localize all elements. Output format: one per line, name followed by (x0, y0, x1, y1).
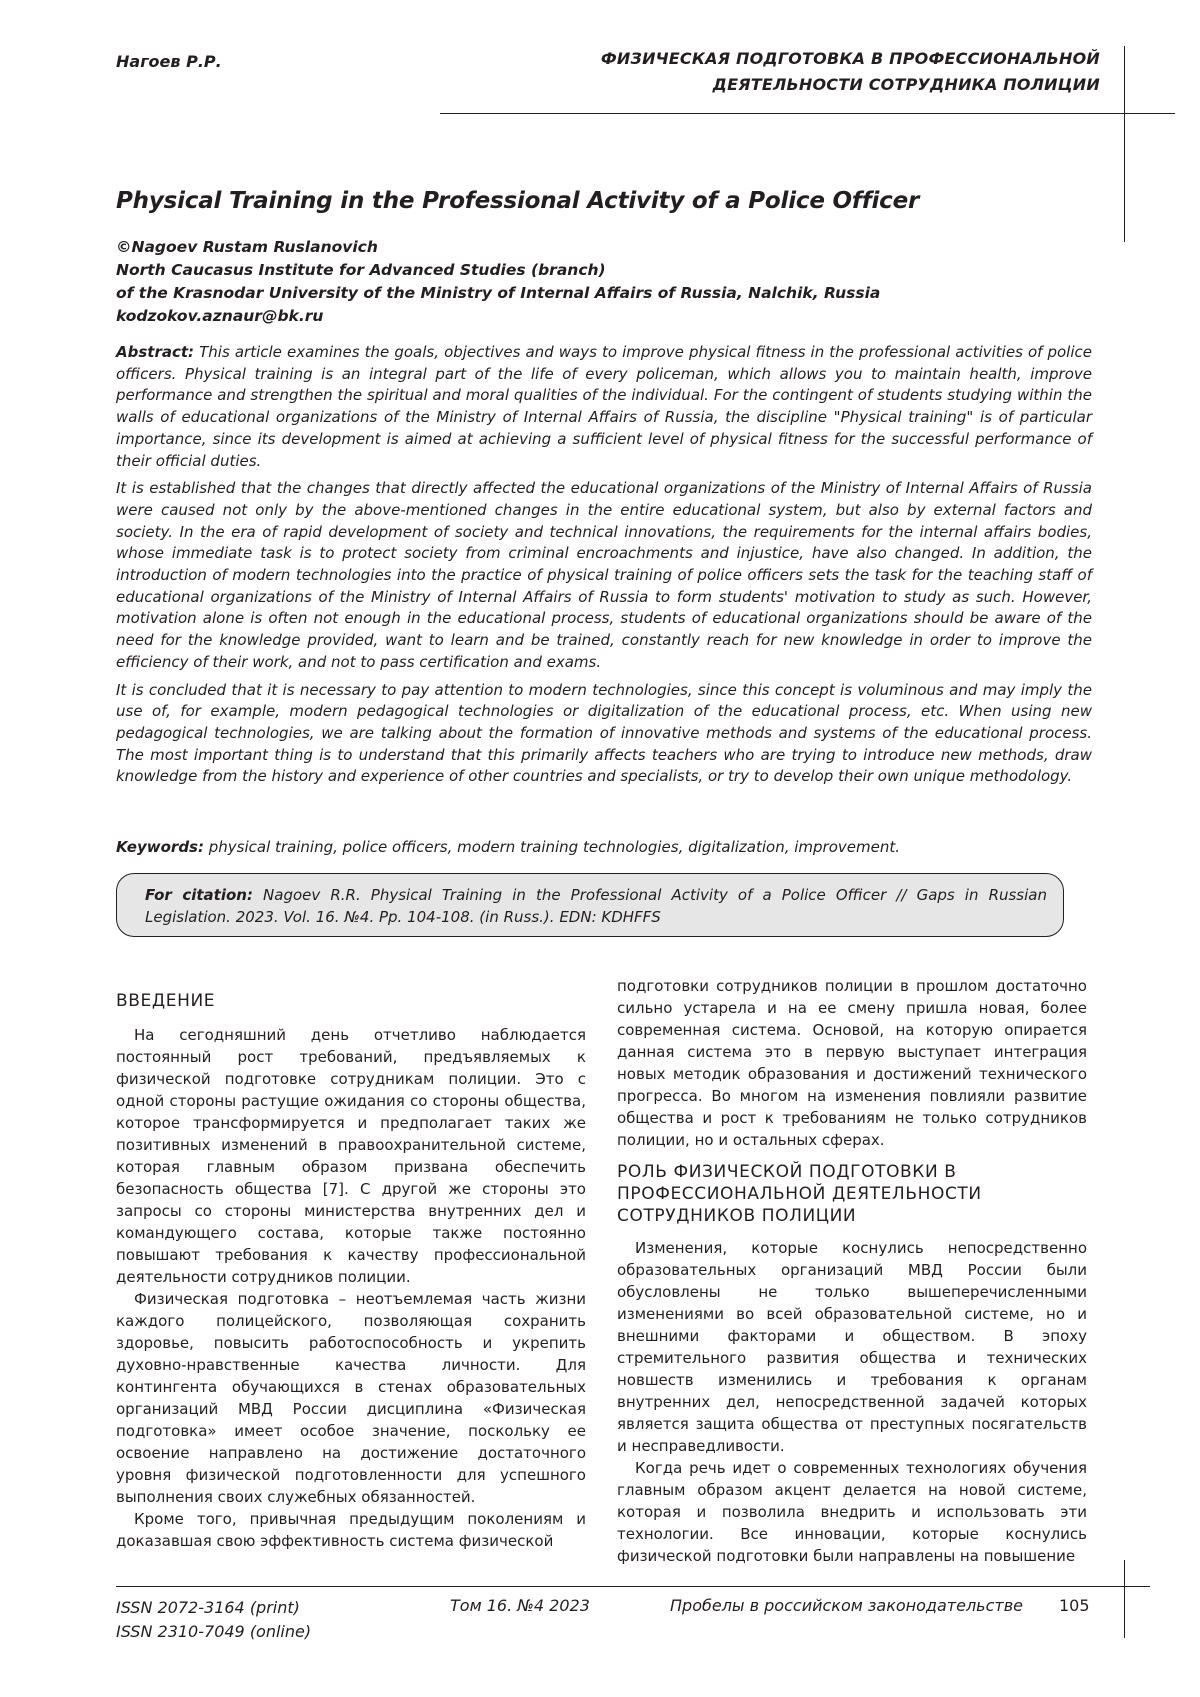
footer-rule (116, 1586, 1150, 1587)
body-paragraph-continued: подготовки сотрудников полиции в прошлом достаточно сильно устарела и на ее смену пришла новая, более современная система. Основой, на которую опирается данная система это в первую выступает интеграция новых методик образования и достижений технического прогресса. Во многом на изменения повлияли развитие общества и рост к требованиям не только сотрудников полиции, но и остальных сферах. (617, 975, 1087, 1151)
abstract-paragraph-1: Abstract: This article examines the goals, objectives and ways to improve physical fitness in the professional activities of police officers. Physical training is an integral part of the life of every policeman, which allows you to maintain health, improve performance and strengthen the spiritual and moral qualities of the individual. For the contingent of students studying within the walls of educational organizations of the Ministry of Internal Affairs of Russia, the discipline "Physical training" is of particular importance, since its development is aimed at achieving a sufficient level of physical fitness for the successful performance of their official duties. (116, 342, 1092, 472)
affiliation-line1: North Caucasus Institute for Advanced Studies (branch) (116, 259, 1116, 282)
keywords-label: Keywords: (116, 838, 204, 856)
citation-box (116, 873, 1064, 937)
abstract-paragraph-3: It is concluded that it is necessary to pay attention to modern technologies, since this concept is voluminous and may imply the use of, for example, modern pedagogical technologies or digitalization of the educational process, etc. When using new pedagogical technologies, we are talking about the formation of innovative methods and systems of the educational process. The most important thing is to understand that this primarily affects teachers who are trying to introduce new methods, draw knowledge from the history and experience of other countries and specialists, or try to develop their own unique methodology. (116, 680, 1092, 789)
footer-journal-name: Пробелы в российском законодательстве (670, 1596, 1023, 1615)
footer-vertical-rule (1124, 1560, 1125, 1638)
author-block (116, 236, 1116, 328)
running-head-title-line1: ФИЗИЧЕСКАЯ ПОДГОТОВКА В ПРОФЕССИОНАЛЬНОЙ (500, 46, 1100, 72)
right-column (617, 975, 1087, 1567)
running-head-title-line2: ДЕЯТЕЛЬНОСТИ СОТРУДНИКА ПОЛИЦИИ (500, 72, 1100, 98)
running-head-title (500, 46, 1100, 98)
body-paragraph: Физическая подготовка – неотъемлемая часть жизни каждого полицейского, позволяющая сохранить здоровье, повысить работоспособность и укрепить духовно-нравственные качества личности. Для контингента обучающихся в стенах образовательных организаций МВД России дисциплина «Физическая подготовка» имеет особое значение, поскольку ее освоение направлено на достижение достаточного уровня физической подготовленности для успешного выполнения своих служебных обязанностей. (116, 1288, 586, 1508)
body-paragraph: На сегодняшний день отчетливо наблюдается постоянный рост требований, предъявляемых к физической подготовке сотрудникам полиции. Это с одной стороны растущие ожидания со стороны общества, которое трансформируется и предполагает таких же позитивных изменений в правоохранительной системе, которая главным образом призвана обеспечить безопасность общества [7]. С другой же стороны это запросы со стороны министерства внутренних дел и командующего состава, которые также постоянно повышают требования к качеству профессиональной деятельности сотрудников полиции. (116, 1024, 586, 1288)
keywords (116, 838, 1092, 856)
article-title: Physical Training in the Professional Activity of a Police Officer (116, 188, 1096, 214)
section-heading-introduction: ВВЕДЕНИЕ (116, 990, 586, 1012)
body-paragraph: Кроме того, привычная предыдущим поколениям и доказавшая свою эффективность система физической (116, 1508, 586, 1552)
author-email: kodzokov.aznaur@bk.ru (116, 305, 1116, 328)
body-paragraph: Когда речь идет о современных технологиях обучения главным образом акцент делается на новой системе, которая и позволила внедрить и использовать эти технологии. Все инновации, которые коснулись физической подготовки были направлены на повышение (617, 1457, 1087, 1567)
abstract-label: Abstract: (116, 343, 194, 361)
header-rule (440, 113, 1175, 114)
section-heading-role: РОЛЬ ФИЗИЧЕСКОЙ ПОДГОТОВКИ В ПРОФЕССИОНАЛЬНОЙ ДЕЯТЕЛЬНОСТИ СОТРУДНИКОВ ПОЛИЦИИ (617, 1161, 1087, 1227)
body-paragraph: Изменения, которые коснулись непосредственно образовательных организаций МВД России были обусловлены не только вышеперечисленными изменениями во всей образовательной системе, но и внешними факторами и обществом. В эпоху стремительного развития общества и технических новшеств изменились и требования к органам внутренних дел, непосредственной задачей которых является защита общества от преступных посягательств и несправедливости. (617, 1237, 1087, 1457)
issn-print: ISSN 2072-3164 (print) (116, 1596, 311, 1620)
left-column (116, 990, 586, 1552)
running-head-author: Нагоев Р.Р. (116, 52, 222, 71)
abstract (116, 342, 1092, 794)
affiliation-line2: of the Krasnodar University of the Ministry of Internal Affairs of Russia, Nalchik, Russia (116, 282, 1116, 305)
keywords-text: physical training, police officers, modern training technologies, digitalization, improvement. (204, 838, 900, 856)
issn-online: ISSN 2310-7049 (online) (116, 1620, 311, 1644)
page-number: 105 (1059, 1596, 1090, 1615)
citation-text: Nagoev R.R. Physical Training in the Professional Activity of a Police Officer // Gaps in Russian Legislation. 2023. Vol. 16. №4. Pp. 104-108. (in Russ.). EDN: KDHFFS (145, 886, 1047, 926)
footer-volume: Том 16. №4 2023 (450, 1596, 590, 1615)
author-name: ©Nagoev Rustam Ruslanovich (116, 236, 1116, 259)
footer-issn (116, 1596, 311, 1644)
header-vertical-rule (1124, 46, 1125, 242)
citation-label: For citation: (145, 886, 253, 904)
abstract-paragraph-2: It is established that the changes that directly affected the educational organizations of the Ministry of Internal Affairs of Russia were caused not only by the above-mentioned changes in the entire educational system, but also by external factors and society. In the era of rapid development of society and technical innovations, the requirements for the internal affairs bodies, whose immediate task is to protect society from criminal encroachments and injustice, have also changed. In addition, the introduction of modern technologies into the practice of physical training of police officers sets the task for the teaching staff of educational organizations of the Ministry of Internal Affairs of Russia to form students' motivation to study as such. However, motivation alone is often not enough in the educational process, students of educational organizations should be aware of the need for the knowledge provided, want to learn and be trained, constantly reach for new knowledge in order to improve the efficiency of their work, and not to pass certification and exams. (116, 478, 1092, 673)
